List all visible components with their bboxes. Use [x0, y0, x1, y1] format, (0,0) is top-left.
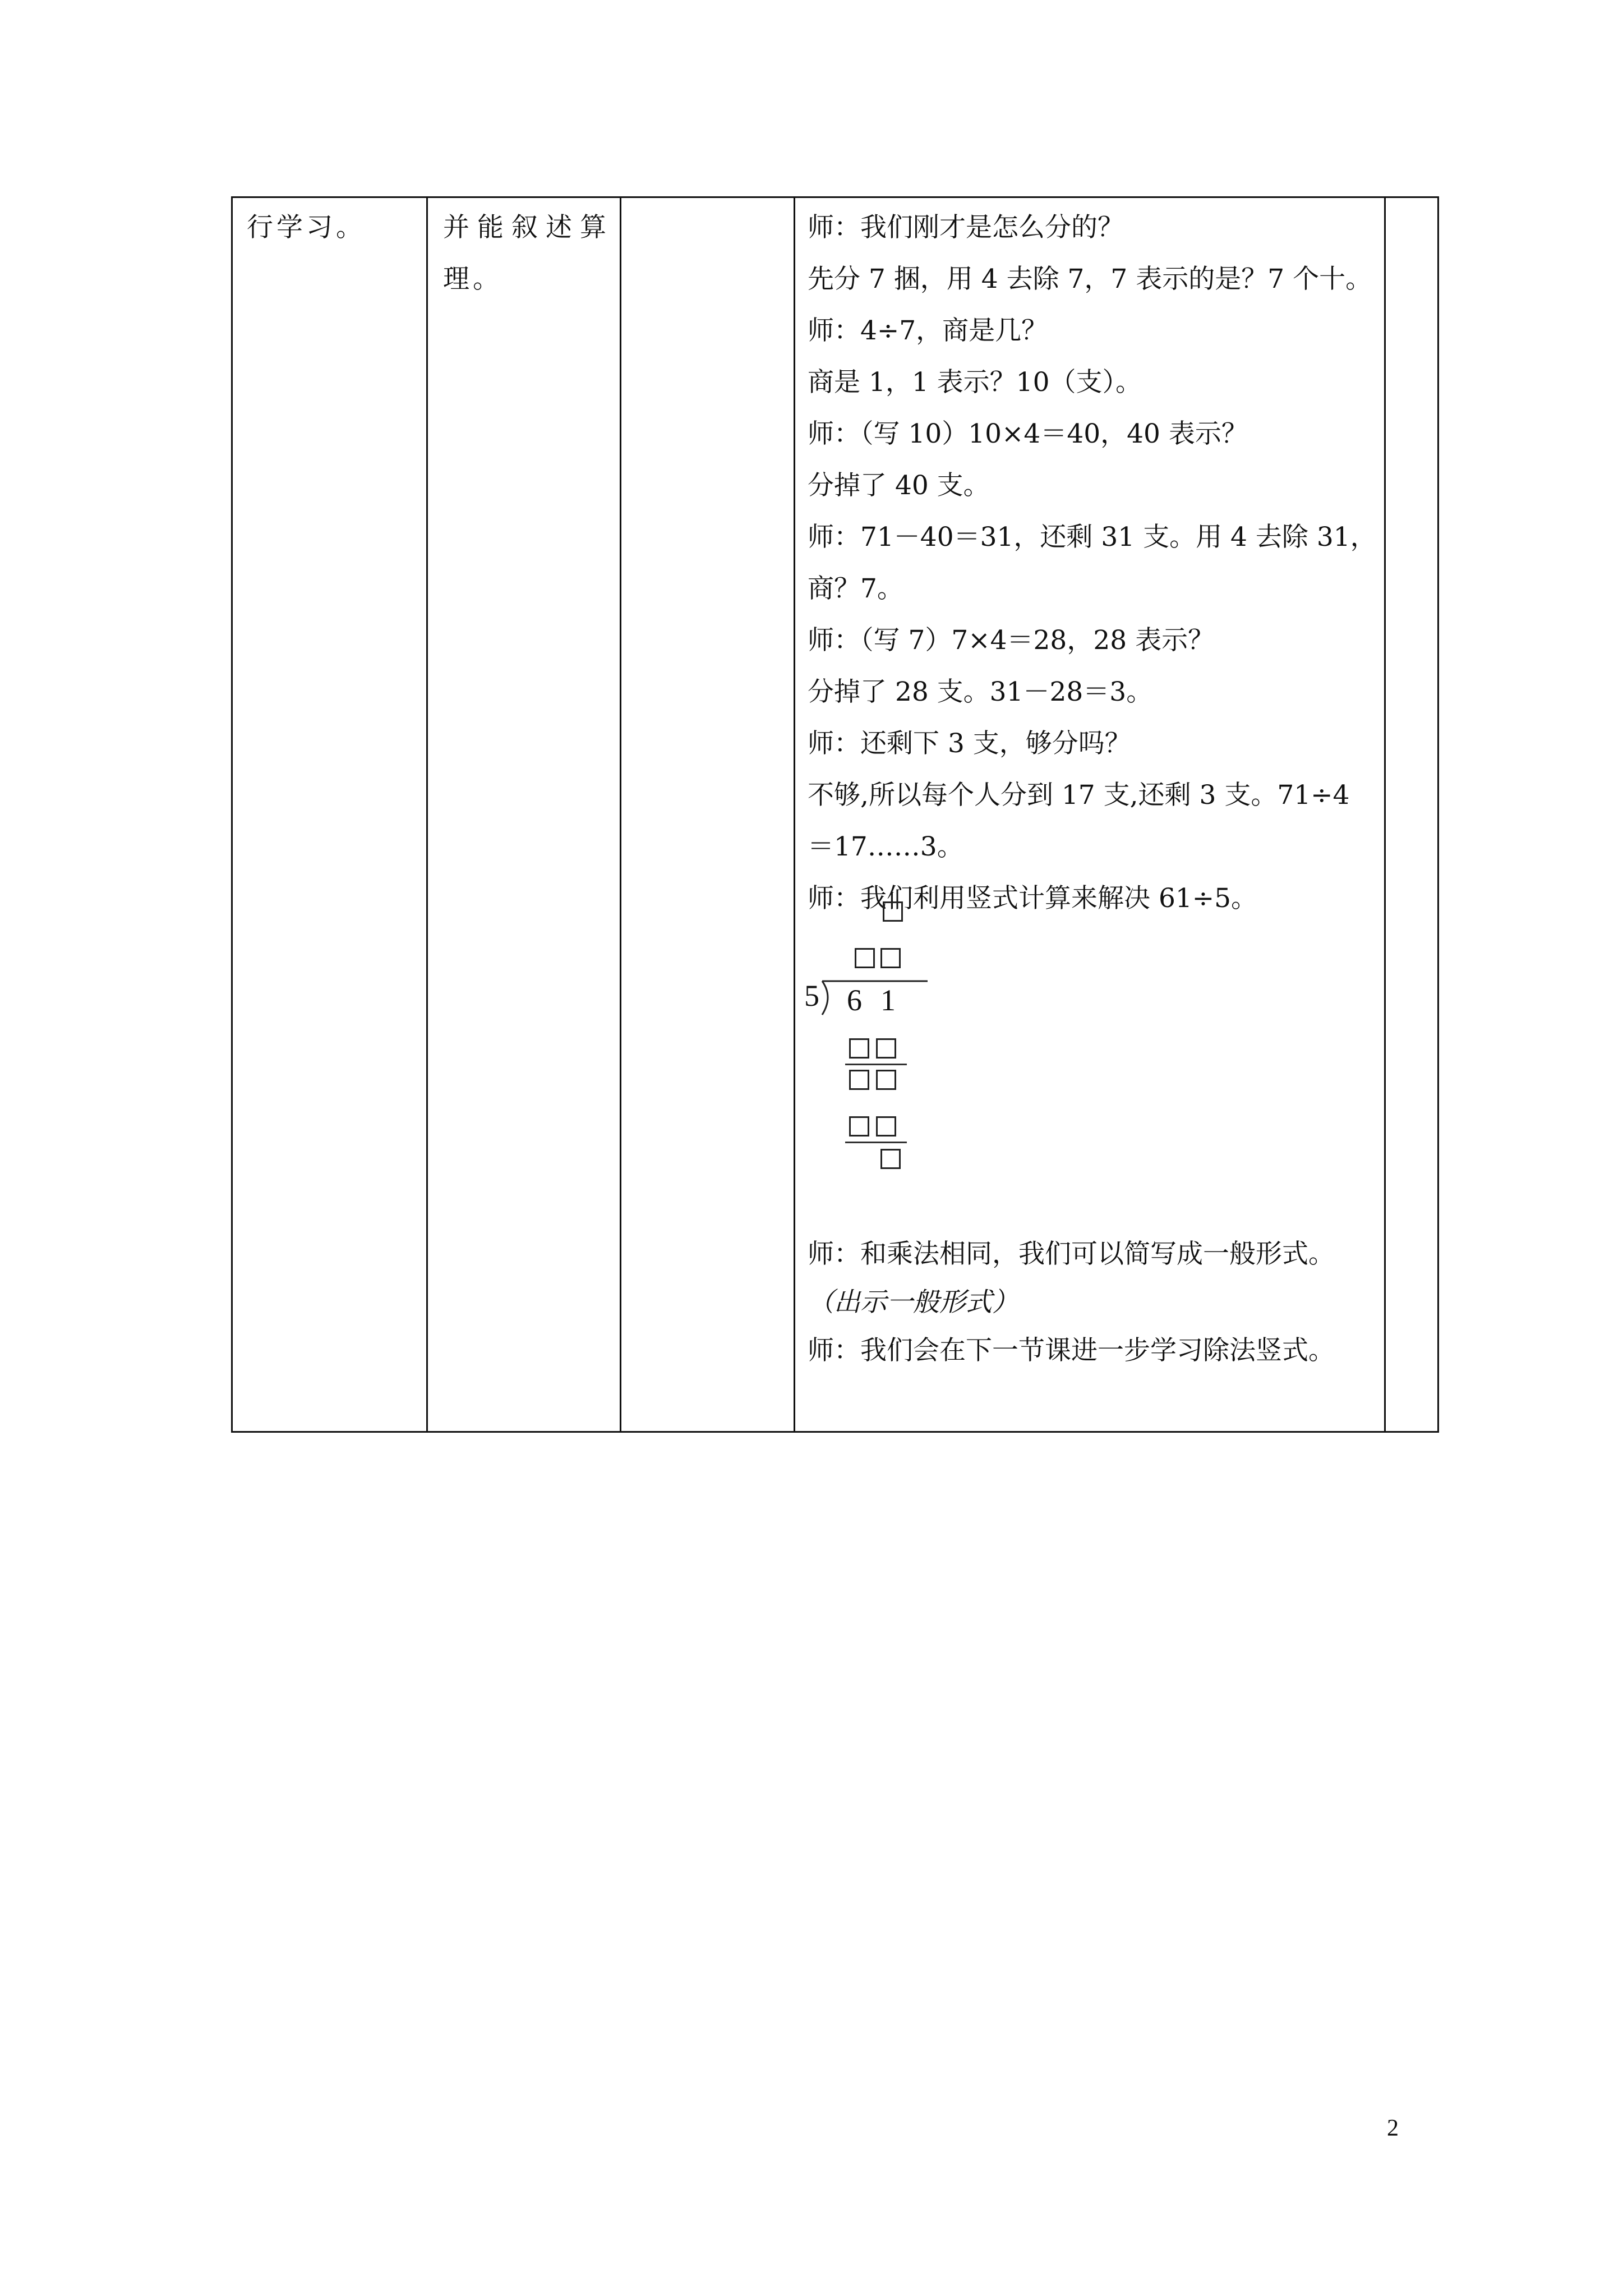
- blank-box: [876, 1116, 896, 1137]
- long-division-diagram: [797, 889, 926, 1226]
- dialogue-line: 分掉了 40 支。: [808, 470, 990, 501]
- dialogue-line: 先分 7 捆，用 4 去除 7，7 表示的是？7 个十。: [808, 264, 1372, 295]
- blank-box: [876, 1070, 896, 1090]
- dialogue-line: 师：还剩下 3 支，够分吗？: [808, 728, 1131, 759]
- blank-box: [849, 1116, 869, 1137]
- dividend-digit: 1: [880, 983, 896, 1017]
- column-1-text: [247, 202, 366, 254]
- blank-box: [876, 1038, 896, 1059]
- dialogue-line: 师：我们刚才是怎么分的？: [808, 212, 1124, 243]
- table-border-left: [231, 196, 233, 1433]
- stage-direction: （出示一般形式）: [808, 1287, 1018, 1318]
- subtraction-line: [845, 1064, 907, 1065]
- dialogue-line: 不够,所以每个人分到 17 支,还剩 3 支。71÷4: [808, 780, 1350, 811]
- table-border-bottom: [231, 1431, 1439, 1433]
- table-divider-2: [620, 196, 621, 1433]
- subtraction-line: [845, 1142, 907, 1143]
- blank-box: [849, 1038, 869, 1059]
- dividend-digit: 6: [847, 983, 862, 1017]
- blank-box: [883, 901, 903, 922]
- table-divider-3: [794, 196, 795, 1433]
- division-bracket: [818, 979, 930, 1018]
- dialogue-line: 师：（写 10）10×4＝40，40 表示？: [808, 418, 1248, 449]
- blank-box: [855, 948, 875, 968]
- table-border-top: [231, 196, 1439, 198]
- table-divider-1: [426, 196, 428, 1433]
- blank-box: [880, 1149, 901, 1169]
- column-4-text-after: [808, 1228, 1335, 1377]
- column-2-line: 理。: [443, 264, 502, 295]
- dialogue-line: 师：我们利用竖式计算来解决 61÷5。: [808, 883, 1258, 914]
- blank-box: [880, 948, 901, 968]
- dialogue-line: 师：我们会在下一节课进一步学习除法竖式。: [808, 1335, 1335, 1366]
- dialogue-line: 分掉了 28 支。31－28＝3。: [808, 677, 1153, 707]
- column-2-text: [443, 202, 614, 305]
- table-divider-4: [1384, 196, 1386, 1433]
- dialogue-line: ＝17……3。: [808, 831, 963, 862]
- dialogue-line: 商？7。: [808, 573, 903, 604]
- table-border-right: [1437, 196, 1439, 1433]
- dialogue-line: 商是 1，1 表示？10（支）。: [808, 367, 1142, 398]
- dialogue-line: 师：（写 7）7×4＝28，28 表示？: [808, 625, 1215, 656]
- dialogue-line: 师：71－40＝31，还剩 31 支。用 4 去除 31，: [808, 522, 1377, 553]
- dialogue-line: 师：和乘法相同，我们可以简写成一般形式。: [808, 1239, 1335, 1269]
- column-2-line: 并能叙述算: [443, 212, 614, 243]
- column-1-line: 行学习。: [247, 212, 366, 243]
- blank-box: [849, 1070, 869, 1090]
- dialogue-line: 师：4÷7，商是几？: [808, 315, 1048, 346]
- page-number: 2: [1387, 2115, 1399, 2141]
- divisor: 5: [804, 979, 819, 1013]
- column-4-text: [808, 202, 1377, 924]
